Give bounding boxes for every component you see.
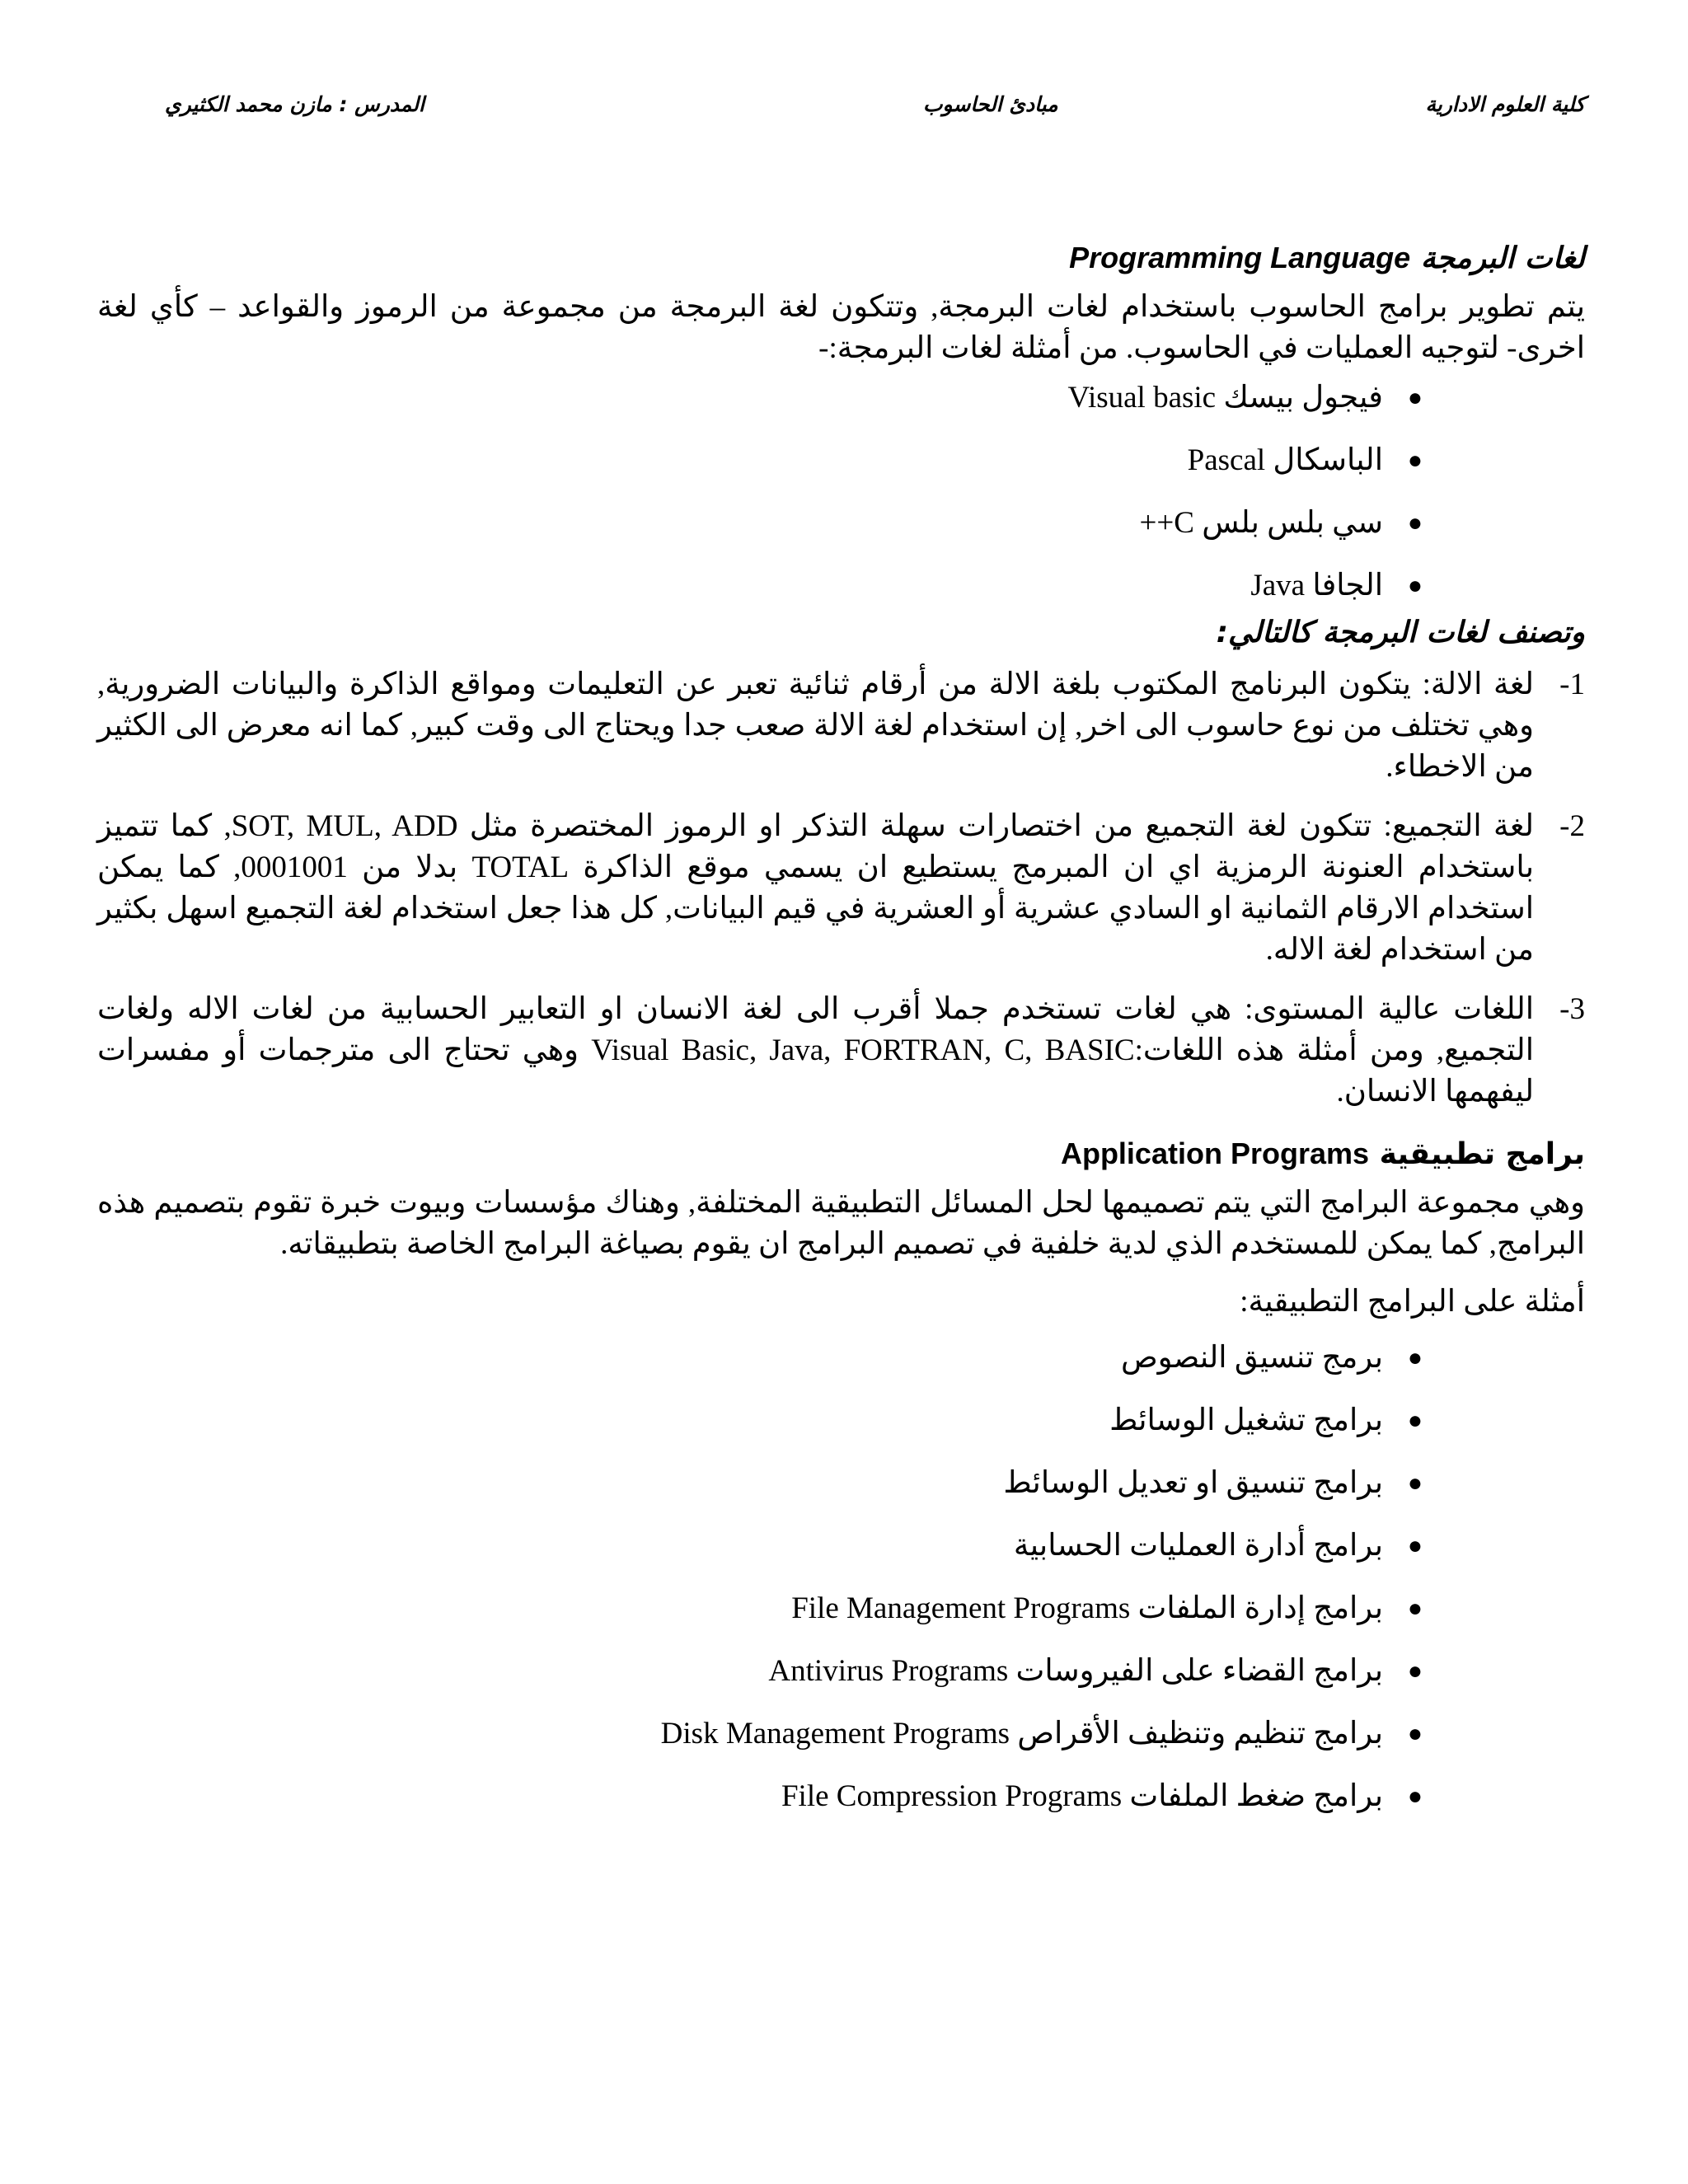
language-classification-list: [97, 664, 1585, 1113]
list-item: [97, 806, 1585, 971]
bullet-icon: ●: [1407, 1344, 1423, 1371]
list-item: [97, 664, 1585, 788]
programming-intro-paragraph: يتم تطوير برامج الحاسوب باستخدام لغات البرمجة, وتتكون لغة البرمجة من مجموعة من الرموز والقواعد – كأي لغة اخرى- لتوجيه العمليات في الحاسوب. من أمثلة لغات البرمجة:-: [97, 290, 1585, 365]
bullet-icon: ●: [1407, 572, 1423, 599]
header-instructor: المدرس : مازن محمد الكثيري: [165, 92, 424, 116]
examples-label: أمثلة على البرامج التطبيقية:: [1240, 1285, 1585, 1319]
application-programs-list: [97, 1338, 1585, 1817]
bullet-icon: ●: [1407, 1783, 1423, 1810]
bullet-icon: ●: [1407, 509, 1423, 537]
bullet-icon: ●: [1407, 1532, 1423, 1559]
section-title-english: Programming Language: [1069, 241, 1411, 274]
header-college: كلية العلوم الادارية: [1425, 92, 1585, 116]
section-title-programming-language: [97, 235, 1585, 282]
list-item: ● برامج أدارة العمليات الحسابية: [97, 1526, 1585, 1567]
section-title-english: Application Programs: [1060, 1137, 1370, 1170]
list-item: ● برامج تشغيل الوسائط: [97, 1400, 1585, 1441]
programming-languages-list: [97, 377, 1585, 607]
list-item: ● سي بلس بلس C++: [97, 503, 1585, 544]
list-item: ● برامج تنظيم وتنظيف الأقراص Disk Management Programs: [97, 1713, 1585, 1755]
list-item: ● الباسكال Pascal: [97, 440, 1585, 481]
header-course: مبادئ الحاسوب: [923, 92, 1058, 116]
application-intro-paragraph: وهي مجموعة البرامج التي يتم تصميمها لحل المسائل التطبيقية المختلفة, وهناك مؤسسات وبيوت خبرة تقوم بتصميم هذه البرامج, كما يمكن للمستخدم الذي لدية خلفية في تصميم البرامج ان يقوم بصياغة البرامج الخاصة بتطبيقاته.: [97, 1186, 1585, 1261]
item-text: لغة الالة: يتكون البرنامج المكتوب بلغة الالة من أرقام ثنائية تعبر عن التعليمات ومواقع الذاكرة والبيانات الضرورية, وهي تختلف من نوع حاسوب الى اخر, إن استخدام لغة الالة صعب جدا ويحتاج الى وقت كبير, كما انه معرض الى الكثير من الاخطاء.: [97, 668, 1534, 784]
item-number: -1: [1559, 668, 1585, 701]
bullet-icon: ●: [1407, 1469, 1423, 1497]
item-text: اللغات عالية المستوى: هي لغات تستخدم جملا أقرب الى لغة الانسان او التعابير الحسابية من لغات الاله ولغات التجميع, ومن أمثلة هذه اللغات:Visual Basic, Java, FORTRAN, C, BASIC وهي تحتاج الى مترجمات أو مفسرات ليفهمها الانسان.: [97, 992, 1534, 1108]
document-body: [97, 235, 1585, 1839]
list-item: [97, 989, 1585, 1113]
bullet-icon: ●: [1407, 384, 1423, 411]
item-number: -2: [1559, 809, 1585, 843]
list-item: ● برامج القضاء على الفيروسات Antivirus Programs: [97, 1651, 1585, 1692]
item-number: -3: [1559, 992, 1585, 1026]
bullet-icon: ●: [1407, 1407, 1423, 1434]
list-item: ● برامج إدارة الملفات File Management Programs: [97, 1588, 1585, 1629]
bullet-icon: ●: [1407, 1657, 1423, 1685]
list-item: ● فيجول بيسك Visual basic: [97, 377, 1585, 419]
section-title-application-programs: [97, 1131, 1585, 1178]
section-title-arabic: لغات البرمجة: [1420, 241, 1585, 275]
list-item: ● الجافا Java: [97, 565, 1585, 607]
list-item: ● برامج تنسيق او تعديل الوسائط: [97, 1463, 1585, 1504]
list-item: ● برامج ضغط الملفات File Compression Programs: [97, 1776, 1585, 1817]
bullet-icon: ●: [1407, 447, 1423, 474]
section-title-arabic: برامج تطبيقية: [1379, 1137, 1585, 1171]
list-item: ● برمج تنسيق النصوص: [97, 1338, 1585, 1379]
bullet-icon: ●: [1407, 1720, 1423, 1747]
section-title-classification: وتصنف لغات البرمجة كالتالي:: [1216, 616, 1585, 649]
item-text: لغة التجميع: تتكون لغة التجميع من اختصارات سهلة التذكر او الرموز المختصرة مثل SOT, MUL, ADD, كما تتميز باستخدام العنونة الرمزية اي ان المبرمج يستطيع ان يسمي موقع الذاكرة TOTAL بدلا من 0001001, كما يمكن استخدام الارقام الثمانية او السادي عشرية أو العشرية في قيم البيانات, كل هذا جعل استخدام لغة التجميع اسهل بكثير من استخدام لغة الاله.: [97, 809, 1535, 967]
bullet-icon: ●: [1407, 1595, 1423, 1622]
